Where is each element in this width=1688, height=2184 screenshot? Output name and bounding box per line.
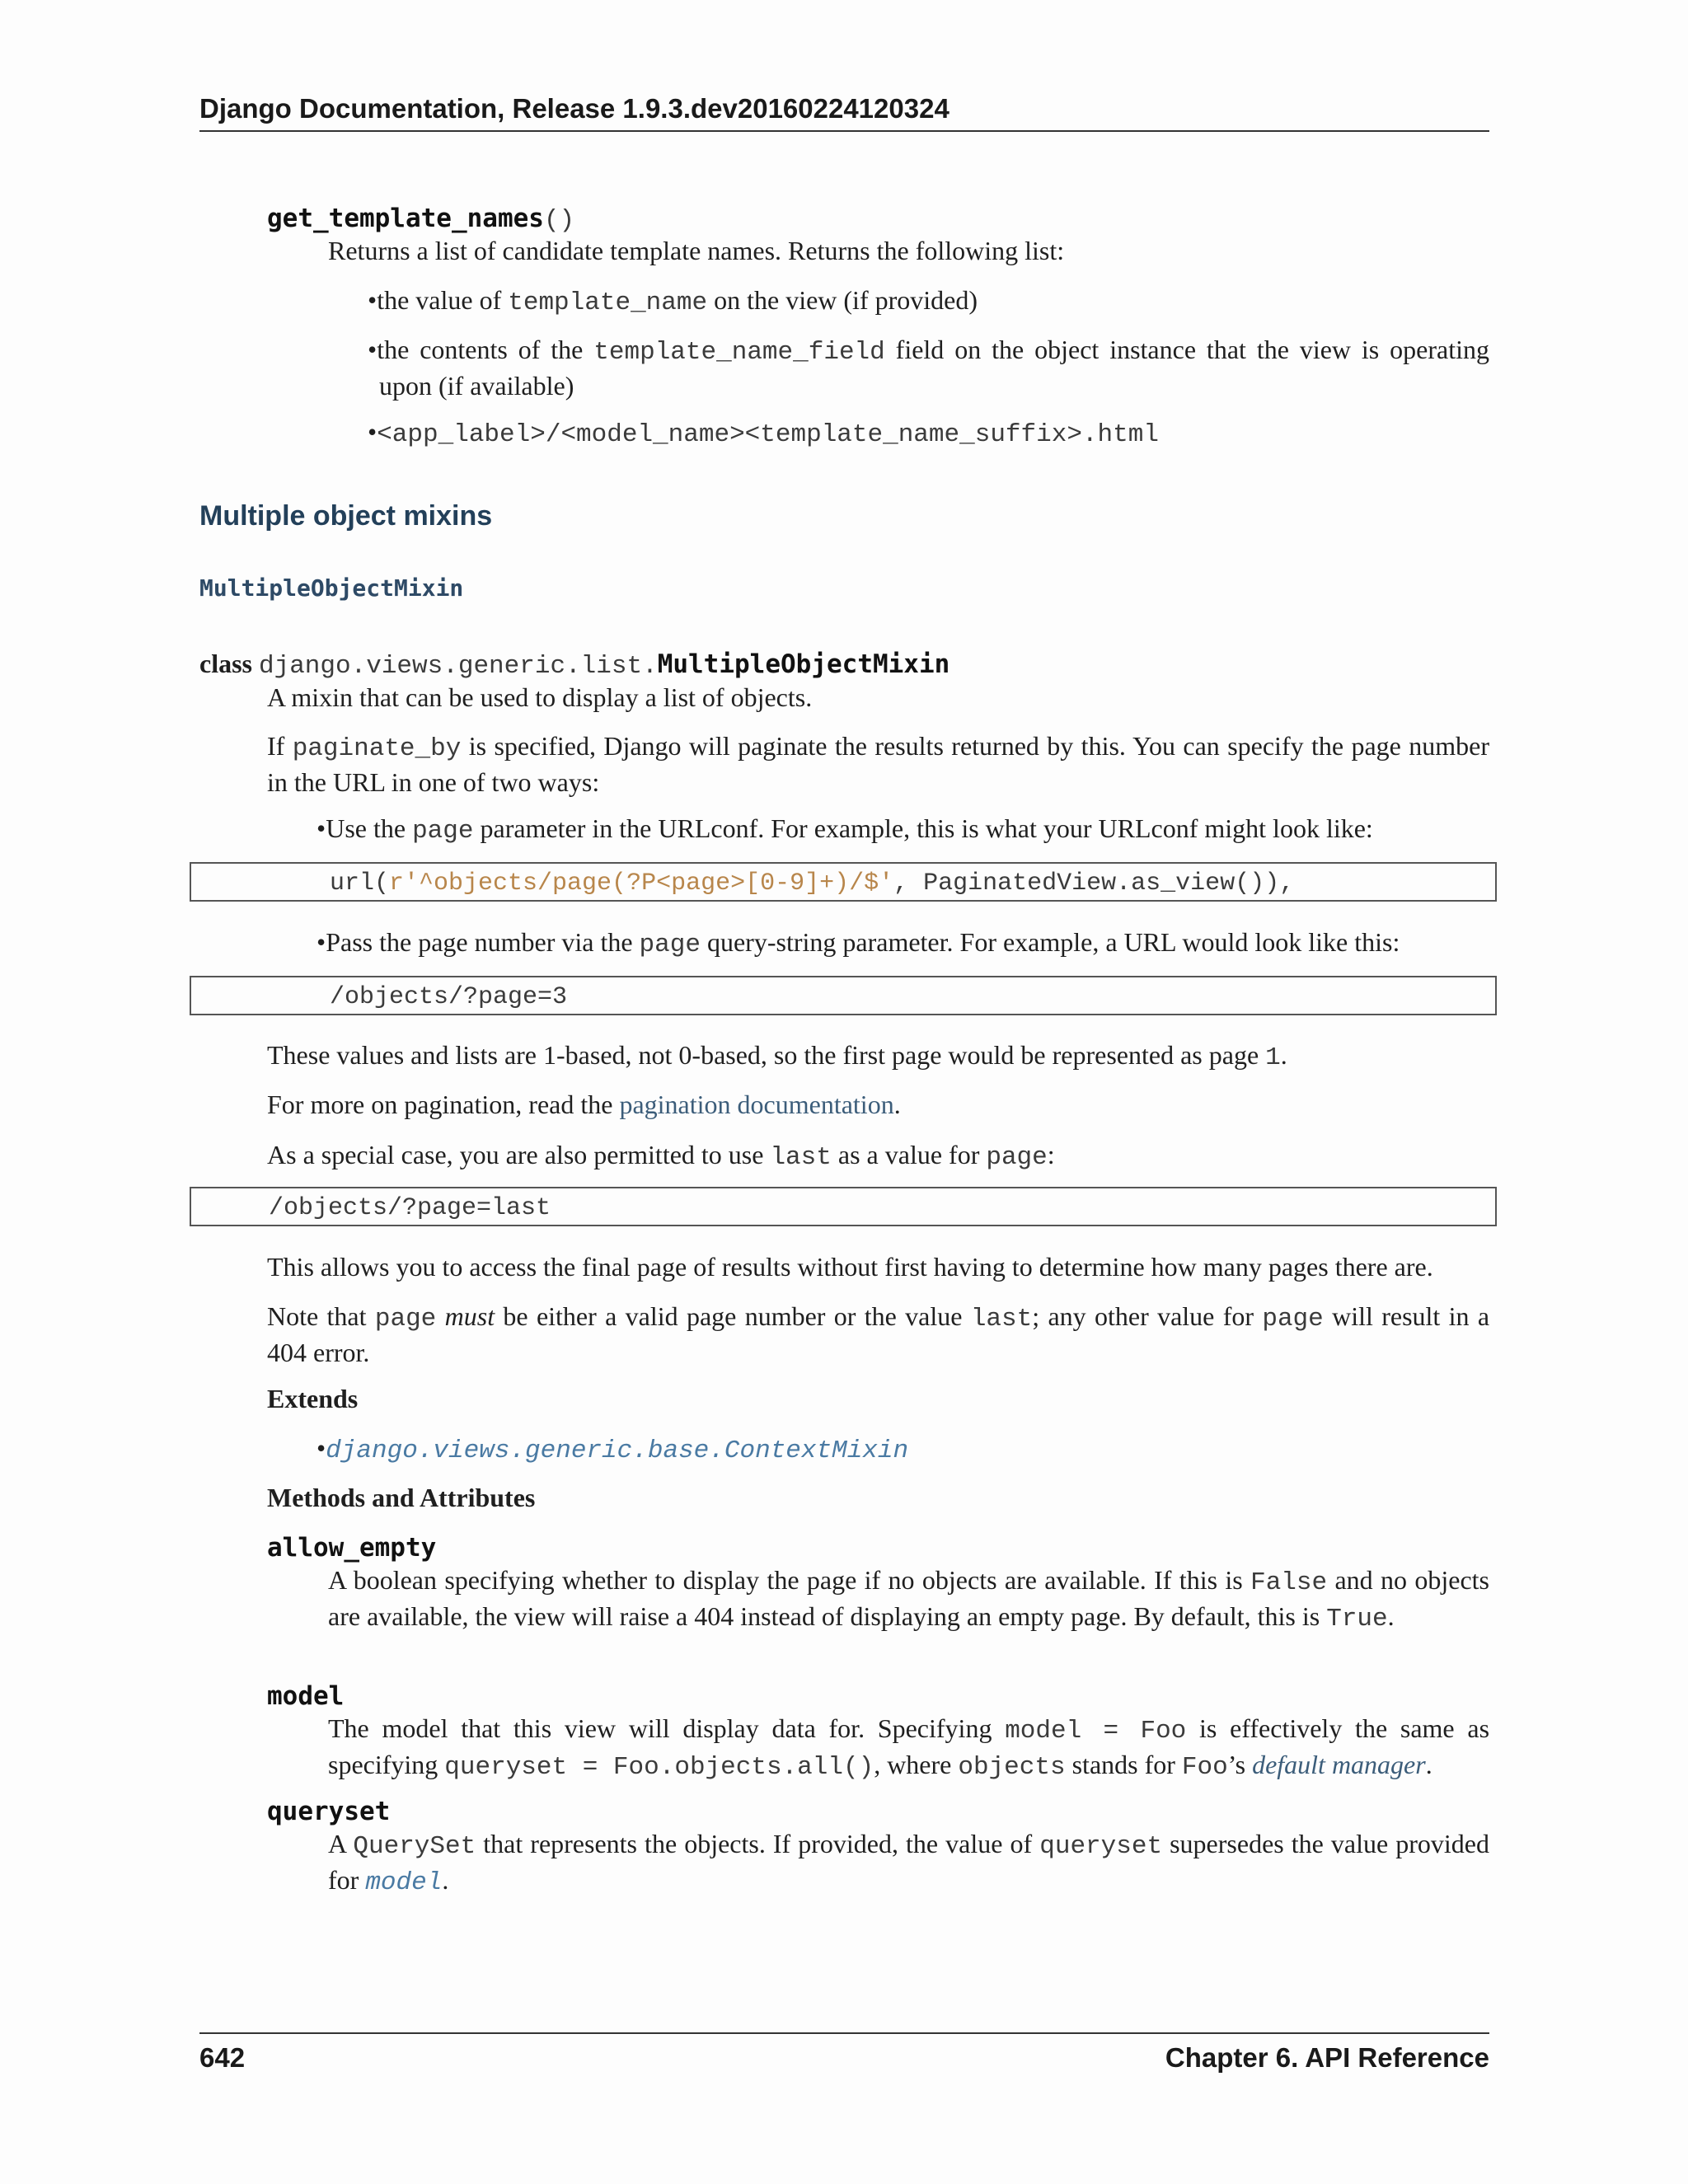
code-block: /objects/?page=3 [190,976,1497,1015]
paragraph: This allows you to access the final page of results without first having to determine how many pages there are. [267,1252,1433,1282]
list-item: •the contents of the template_name_field field on the object instance that the view is operating upon (if available) [368,335,1490,401]
footer-rule [199,2032,1489,2034]
paragraph: These values and lists are 1-based, not 0-based, so the first page would be represented as page 1. [267,1040,1287,1072]
class-signature [199,647,950,683]
attribute-description: A boolean specifying whether to display the page if no objects are available. If this is False and no objects are available, the view will raise a 404 instead of displaying an empty page. By default, this is True. [328,1565,1490,1633]
code-block: url(r'^objects/page(?P<page>[0-9]+)/$', PaginatedView.as_view()), [190,862,1497,902]
model-link[interactable]: model [365,1868,443,1897]
method-description: Returns a list of candidate template names. Returns the following list: [328,236,1065,265]
chapter-title: Chapter 6. API Reference [1165,2042,1489,2073]
class-module: django.views.generic.list. [259,652,658,681]
methods-label: Methods and Attributes [267,1483,536,1512]
attribute-name: queryset [267,1797,391,1826]
list-item: •django.views.generic.base.ContextMixin [316,1433,909,1465]
pagination-documentation-link[interactable]: pagination documentation [619,1090,894,1119]
paragraph: For more on pagination, read the pagination documentation. [267,1090,901,1119]
list-item: •the value of template_name on the view (if provided) [368,285,978,317]
context-mixin-link[interactable]: django.views.generic.base.ContextMixin [326,1436,909,1465]
class-keyword: class [199,649,252,678]
method-name: get_template_names [267,204,544,233]
attribute-name: allow_empty [267,1533,437,1563]
attribute-description: The model that this view will display data for. Specifying model = Foo is effectively the same as specifying queryset = Foo.objects.all(), where objects stands for Foo’s default manager. [328,1713,1490,1782]
paragraph: As a special case, you are also permitted to use last as a value for page: [267,1140,1055,1172]
code-block: /objects/?page=last [190,1187,1497,1226]
method-parens: () [543,206,575,235]
extends-label: Extends [267,1384,359,1413]
list-item: •<app_label>/<model_name><template_name_suffix>.html [368,417,1159,449]
paragraph: If paginate_by is specified, Django will paginate the results returned by this. You can specify the page number in the URL in one of two ways: [267,731,1490,797]
running-header: Django Documentation, Release 1.9.3.dev20160224120324 [199,92,1489,132]
list-item: •Pass the page number via the page query-string parameter. For example, a URL would look like this: [316,927,1400,959]
attribute-description: A QuerySet that represents the objects. If provided, the value of queryset supersedes the value provided for model. [328,1829,1490,1897]
method-signature [267,201,574,237]
attribute-name: model [267,1681,345,1711]
default-manager-link[interactable]: default manager [1252,1750,1426,1779]
subsection-heading: MultipleObjectMixin [199,574,464,602]
class-name: MultipleObjectMixin [657,649,950,679]
class-intro: A mixin that can be used to display a list of objects. [267,682,813,712]
section-heading: Multiple object mixins [199,500,493,532]
page-number: 642 [199,2042,246,2073]
paragraph: Note that page must be either a valid page number or the value last; any other value for page will result in a 404 error. [267,1301,1490,1367]
list-item: •Use the page parameter in the URLconf. For example, this is what your URLconf might look like: [316,813,1373,846]
